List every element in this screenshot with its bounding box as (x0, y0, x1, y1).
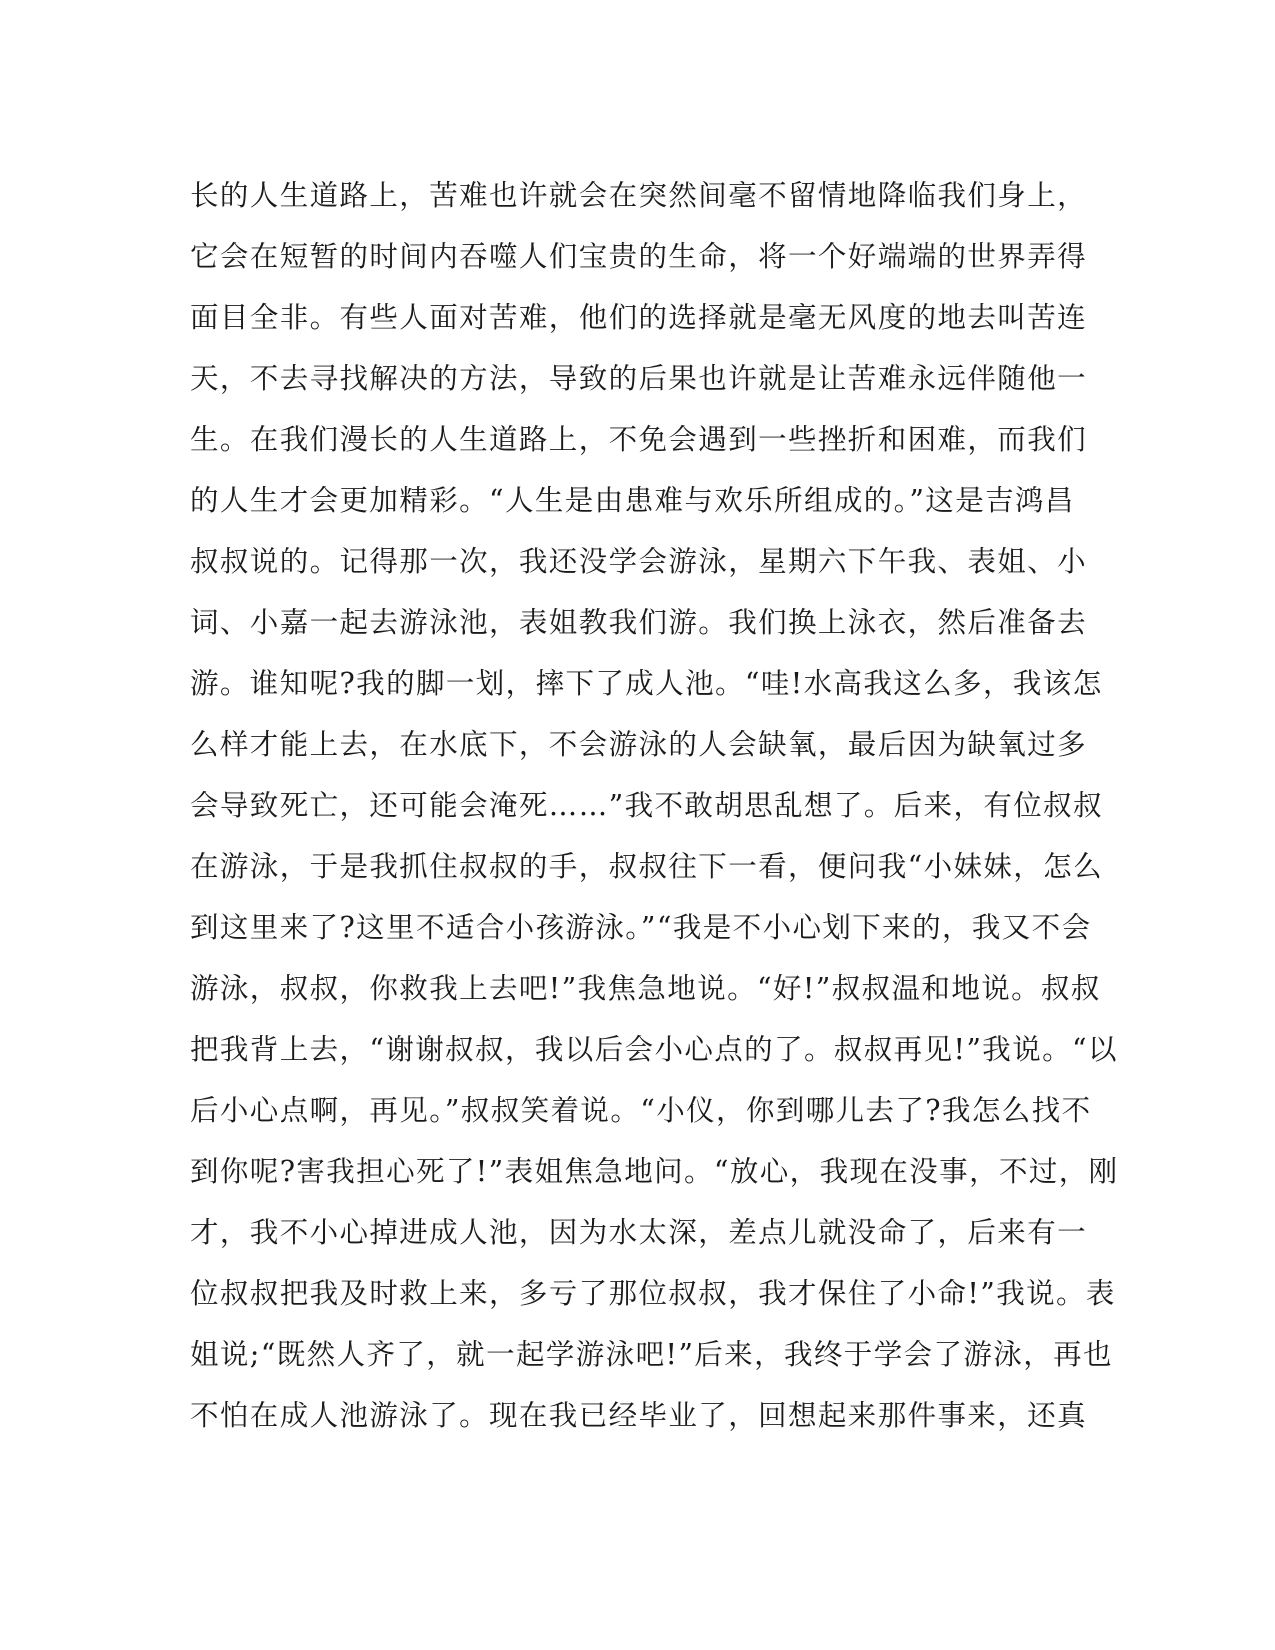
text-line: 天，不去寻找解决的方法，导致的后果也许就是让苦难永远伴随他一 (190, 362, 1088, 395)
text-line: 在游泳，于是我抓住叔叔的手，叔叔往下一看，便问我“小妹妹，怎么 (190, 850, 1103, 883)
text-line: 么样才能上去，在水底下，不会游泳的人会缺氧，最后因为缺氧过多 (190, 728, 1088, 761)
text-line: 长的人生道路上，苦难也许就会在突然间毫不留情地降临我们身上， (190, 179, 1088, 212)
text-line: 把我背上去，“谢谢叔叔，我以后会小心点的了。叔叔再见!”我说。“以 (190, 1033, 1118, 1066)
text-line: 游泳，叔叔，你救我上去吧!”我焦急地说。“好!”叔叔温和地说。叔叔 (190, 972, 1101, 1005)
text-line: 生。在我们漫长的人生道路上，不免会遇到一些挫折和困难，而我们 (190, 423, 1088, 456)
text-line: 到这里来了?这里不适合小孩游泳。”“我是不小心划下来的，我又不会 (190, 911, 1092, 944)
text-line: 后小心点啊，再见。”叔叔笑着说。“小仪，你到哪儿去了?我怎么找不 (190, 1094, 1092, 1127)
text-line: 游。谁知呢?我的脚一划，摔下了成人池。“哇!水高我这么多，我该怎 (190, 667, 1103, 700)
text-line: 叔叔说的。记得那一次，我还没学会游泳，星期六下午我、表姐、小 (190, 545, 1088, 578)
text-line: 位叔叔把我及时救上来，多亏了那位叔叔，我才保住了小命!”我说。表 (190, 1277, 1116, 1310)
text-line: 它会在短暂的时间内吞噬人们宝贵的生命，将一个好端端的世界弄得 (190, 240, 1088, 273)
text-line: 会导致死亡，还可能会淹死……”我不敢胡思乱想了。后来，有位叔叔 (190, 789, 1103, 822)
text-line: 词、小嘉一起去游泳池，表姐教我们游。我们换上泳衣，然后准备去 (190, 606, 1088, 639)
text-line: 到你呢?害我担心死了!”表姐焦急地问。“放心，我现在没事，不过，刚 (190, 1155, 1119, 1188)
text-line: 姐说;“既然人齐了，就一起学游泳吧!”后来，我终于学会了游泳，再也 (190, 1338, 1113, 1371)
text-line: 面目全非。有些人面对苦难，他们的选择就是毫无风度的地去叫苦连 (190, 301, 1088, 334)
text-line: 不怕在成人池游泳了。现在我已经毕业了，回想起来那件事来，还真 (190, 1399, 1088, 1432)
text-line: 才，我不小心掉进成人池，因为水太深，差点儿就没命了，后来有一 (190, 1216, 1088, 1249)
body-text (190, 165, 1119, 1446)
text-line: 的人生才会更加精彩。“人生是由患难与欢乐所组成的。”这是吉鸿昌 (190, 484, 1075, 517)
